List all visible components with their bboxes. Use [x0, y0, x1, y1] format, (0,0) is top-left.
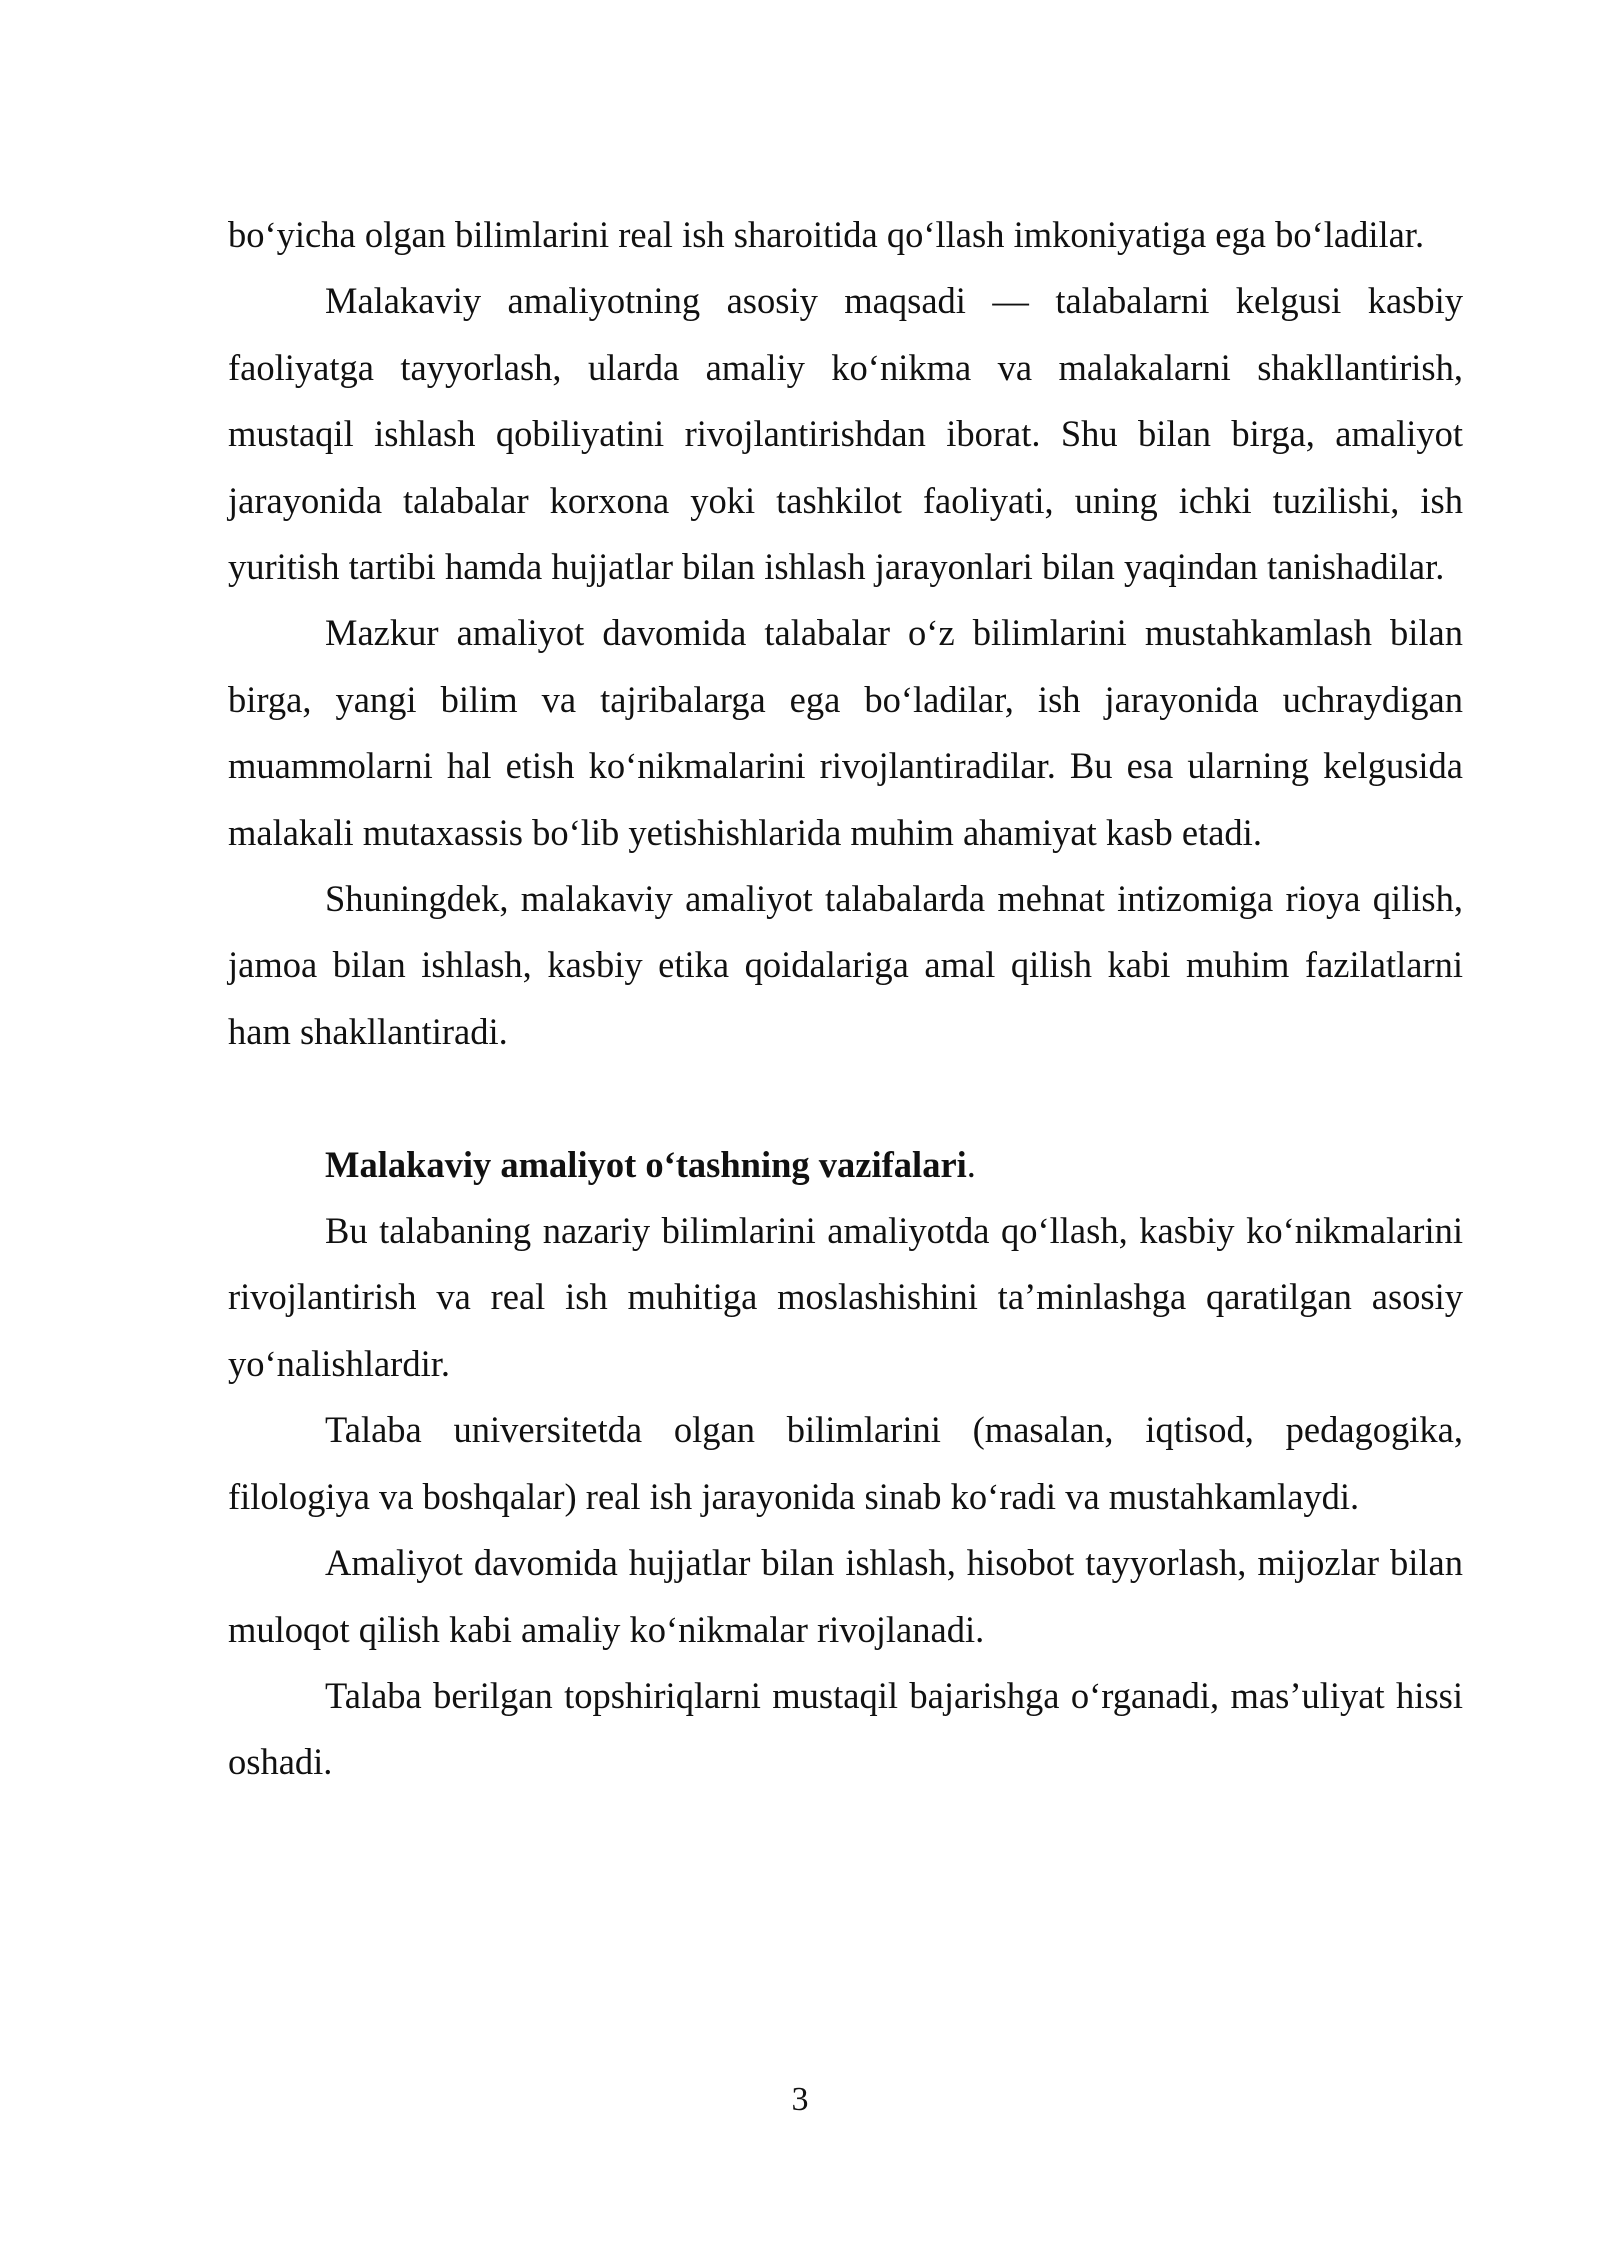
paragraph-skills: Mazkur amaliyot davomida talabalar o‘z bilimlarini mustahkamlash bilan birga, yangi bilim va tajribalarga ega bo‘ladilar, ish jarayonida uchraydigan muammolarni hal etish ko‘nikmalarini rivojlantiradilar. Bu esa ularning kelgusida malakali mutaxassis bo‘lib yetishishlarida muhim ahamiyat kasb etadi.: [228, 612, 1463, 853]
document-body: [228, 202, 1463, 1796]
paragraph-continuation: bo‘yicha olgan bilimlarini real ish sharoitida qo‘llash imkoniyatiga ega bo‘ladilar.: [228, 214, 1425, 255]
section-spacer: [228, 1065, 1463, 1131]
paragraph-responsibility: Talaba berilgan topshiriqlarni mustaqil bajarishga o‘rganadi, mas’uliyat hissi oshadi.: [228, 1674, 1463, 1783]
paragraph-qualities: Shuningdek, malakaviy amaliyot talabalarda mehnat intizomiga rioya qilish, jamoa bilan ishlash, kasbiy etika qoidalariga amal qilish kabi muhim fazilatlarni ham shakllantiradi.: [228, 878, 1463, 1052]
paragraph-directions: Bu talabaning nazariy bilimlarini amaliyotda qo‘llash, kasbiy ko‘nikmalarini rivojlantirish va real ish muhitiga moslashishini ta’minlashga qaratilgan asosiy yo‘nalishlardir.: [228, 1210, 1463, 1384]
paragraph-purpose: Malakaviy amaliyotning asosiy maqsadi — talabalarni kelgusi kasbiy faoliyatga tayyorlash, ularda amaliy ko‘nikma va malakalarni shakllantirish, mustaqil ishlash qobiliyatini rivojlantirishdan iborat. Shu bilan birga, amaliyot jarayonida talabalar korxona yoki tashkilot faoliyati, uning ichki tuzilishi, ish yuritish tartibi hamda hujjatlar bilan ishlash jarayonlari bilan yaqindan tanishadilar.: [228, 280, 1463, 588]
section-heading: [228, 1132, 1463, 1198]
section-heading-text: Malakaviy amaliyot o‘tashning vazifalari: [325, 1143, 967, 1185]
paragraph-practical-skills: Amaliyot davomida hujjatlar bilan ishlash, hisobot tayyorlash, mijozlar bilan muloqot qilish kabi amaliy ko‘nikmalar rivojlanadi.: [228, 1542, 1463, 1650]
page-number: 3: [791, 2081, 809, 2118]
section-heading-period: .: [966, 1143, 976, 1185]
paragraph-knowledge: Talaba universitetda olgan bilimlarini (masalan, iqtisod, pedagogika, filologiya va boshqalar) real ish jarayonida sinab ko‘radi va mustahkamlaydi.: [228, 1409, 1463, 1517]
